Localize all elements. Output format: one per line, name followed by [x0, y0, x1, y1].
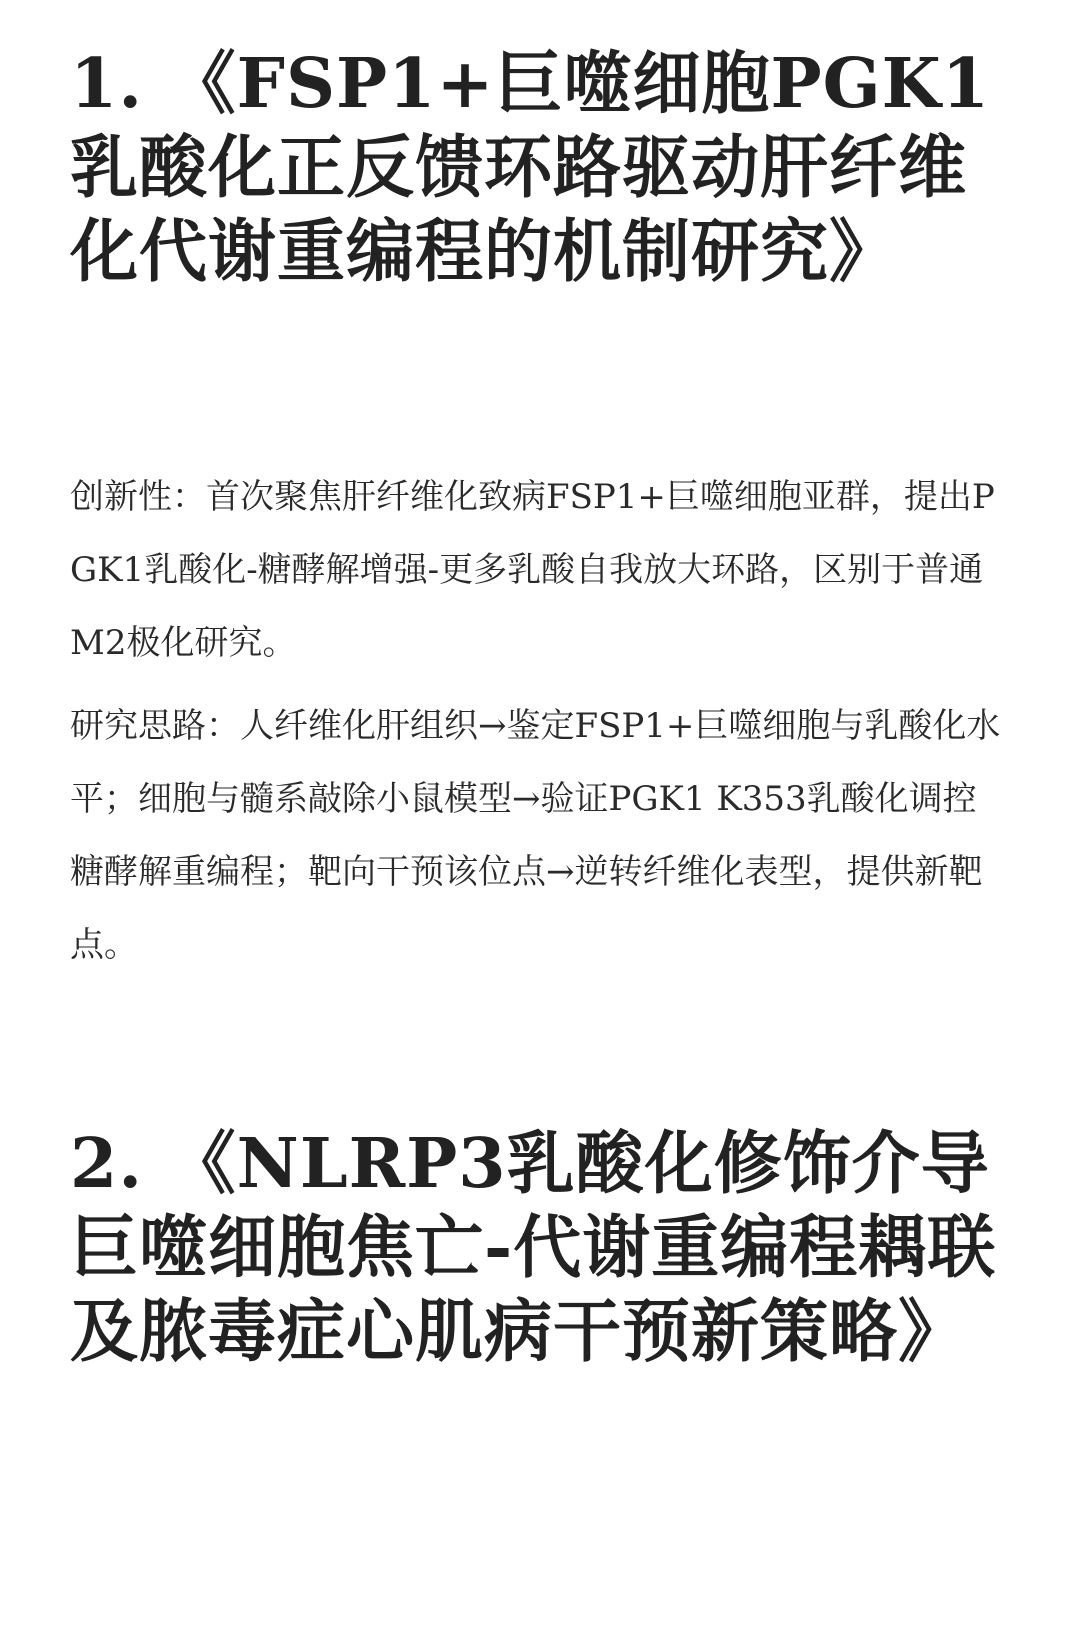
section-1-innovation-paragraph: 创新性：首次聚焦肝纤维化致病FSP1+巨噬细胞亚群，提出PGK1乳酸化-糖酵解增强-更多乳酸自我放大环路，区别于普通M2极化研究。: [70, 477, 995, 663]
section-2-title: 2. 《NLRP3乳酸化修饰介导巨噬细胞焦亡-代谢重编程耦联及脓毒症心肌病干预新策略》: [70, 1124, 997, 1372]
section-1-approach-paragraph: 研究思路：人纤维化肝组织→鉴定FSP1+巨噬细胞与乳酸化水平；细胞与髓系敲除小鼠模型→验证PGK1 K353乳酸化调控糖酵解重编程；靶向干预该位点→逆转纤维化表型，提供新靶点。: [70, 706, 1001, 965]
section-1-title: 1. 《FSP1+巨噬细胞PGK1乳酸化正反馈环路驱动肝纤维化代谢重编程的机制研究》: [70, 44, 991, 292]
